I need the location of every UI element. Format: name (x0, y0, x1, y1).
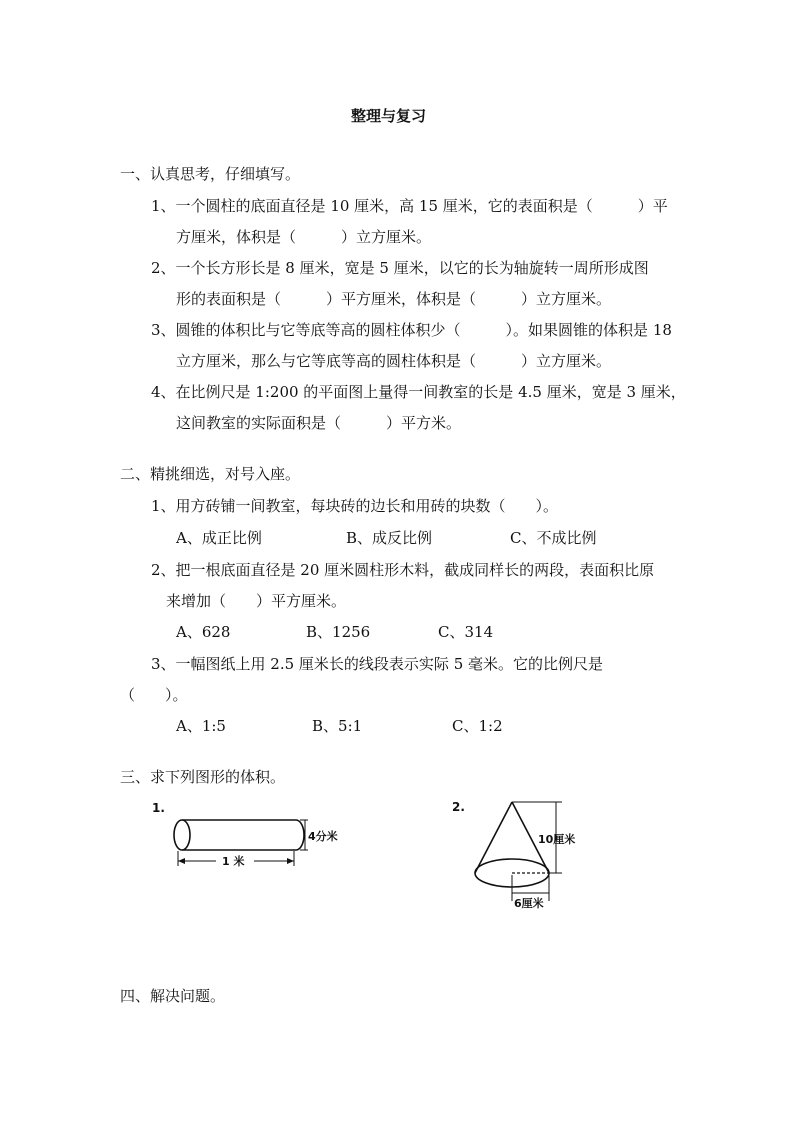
s2-q3-line2: （ ）。 (120, 686, 188, 704)
s2-q2-option-a: A、628 (176, 623, 231, 641)
s1-q1-line1: 1、一个圆柱的底面直径是 10 厘米，高 15 厘米，它的表面积是（ ）平 (151, 197, 668, 215)
figure-cylinder (148, 798, 358, 878)
figure1-number: 1. (152, 801, 165, 815)
s1-q3-line1: 3、圆锥的体积比与它等底等高的圆柱体积少（ ）。如果圆锥的体积是 18 (151, 321, 672, 339)
s2-q3-option-b: B、5:1 (312, 717, 363, 735)
figure2-number: 2. (452, 800, 465, 814)
cylinder-left-face (174, 820, 190, 850)
section1-heading: 一、认真思考，仔细填写。 (120, 165, 301, 183)
page-title: 整理与复习 (351, 107, 427, 125)
s1-q4-line2: 这间教室的实际面积是（ ）平方米。 (176, 414, 462, 432)
s1-q3-line2: 立方厘米，那么与它等底等高的圆柱体积是（ ）立方厘米。 (176, 352, 612, 370)
figure-cone (448, 797, 588, 912)
s2-q1-option-b: B、成反比例 (346, 529, 433, 547)
s2-q1-line1: 1、用方砖铺一间教室，每块砖的边长和用砖的块数（ ）。 (151, 497, 559, 515)
s2-q2-line2: 来增加（ ）平方厘米。 (166, 592, 347, 610)
s1-q1-line2: 方厘米，体积是（ ）立方厘米。 (176, 228, 432, 246)
s2-q1-option-a: A、成正比例 (176, 529, 262, 547)
s2-q1-option-c: C、不成比例 (510, 529, 597, 547)
s2-q2-option-b: B、1256 (306, 623, 371, 641)
cylinder-length-label: 1 米 (222, 855, 245, 868)
s2-q2-line1: 2、把一根底面直径是 20 厘米圆柱形木料，截成同样长的两段，表面积比原 (151, 561, 655, 579)
s2-q3-option-a: A、1:5 (176, 717, 226, 735)
section2-heading: 二、精挑细选，对号入座。 (120, 465, 301, 483)
cone-height-label: 10厘米 (538, 833, 576, 846)
section3-heading: 三、求下列图形的体积。 (120, 768, 286, 786)
s1-q4-line1: 4、在比例尺是 1:200 的平面图上量得一间教室的长是 4.5 厘米，宽是 3 厘米， (151, 383, 686, 401)
cone-radius-label: 6厘米 (514, 897, 544, 910)
section4-heading: 四、解决问题。 (120, 987, 226, 1005)
s2-q3-option-c: C、1:2 (452, 717, 503, 735)
s1-q2-line1: 2、一个长方形长是 8 厘米，宽是 5 厘米，以它的长为轴旋转一周所形成图 (151, 259, 649, 277)
s2-q3-line1: 3、一幅图纸上用 2.5 厘米长的线段表示实际 5 毫米。它的比例尺是 (151, 655, 604, 673)
cylinder-height-label: 4分米 (308, 830, 338, 843)
s2-q2-option-c: C、314 (438, 623, 494, 641)
s1-q2-line2: 形的表面积是（ ）平方厘米，体积是（ ）立方厘米。 (176, 290, 612, 308)
